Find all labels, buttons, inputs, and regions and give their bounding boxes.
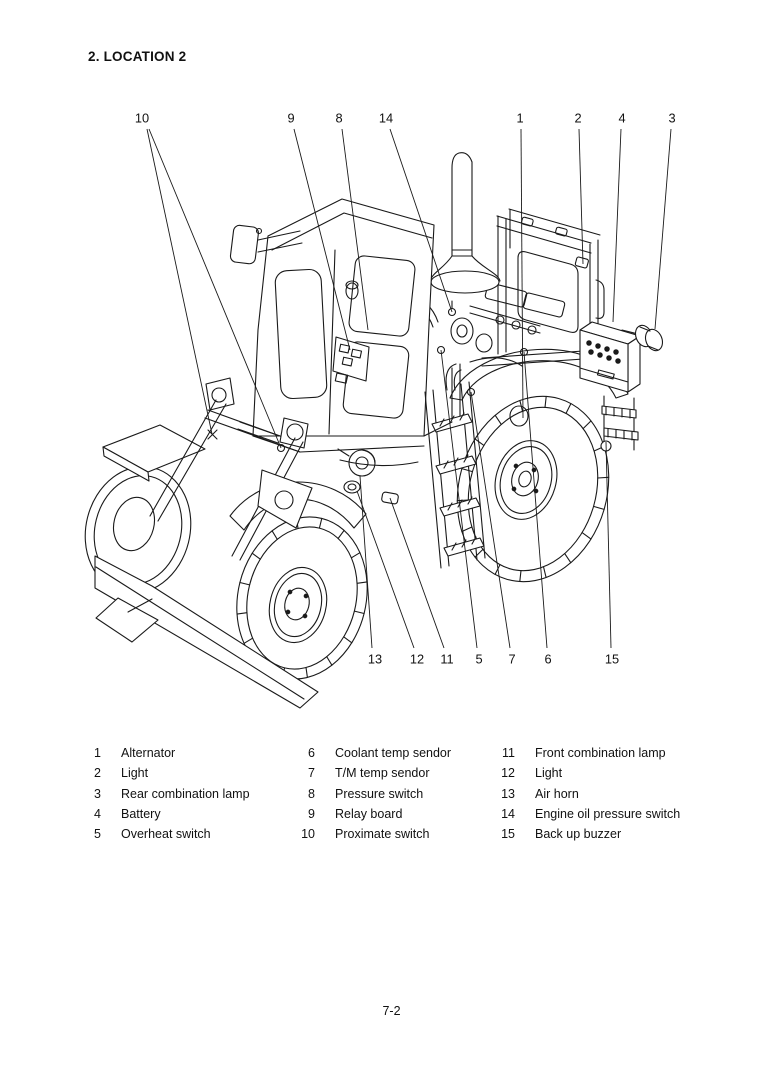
legend-item-number: 10 [301,827,315,842]
air-horn [338,449,375,476]
legend-item-label: Air horn [535,786,579,801]
legend-item-label: Back up buzzer [535,827,622,842]
legend-item-13 [495,784,715,804]
exhaust-stack [430,153,500,293]
leader-line-4 [613,129,621,322]
legend-item-15 [495,824,715,844]
legend-item-10 [295,824,490,844]
work-light [344,481,360,493]
legend-item-label: Proximate switch [335,827,430,842]
legend-column-2 [295,743,490,844]
page-title: 2. LOCATION 2 [88,49,187,64]
legend-item-label: Light [535,766,563,781]
left-fender [103,425,205,481]
legend-item-8 [295,784,490,804]
legend-item-7 [295,763,490,783]
callout-1: 1 [516,110,524,126]
legend-column-3 [495,743,715,844]
callout-3: 3 [668,110,676,126]
legend-item-label: Coolant temp sendor [335,746,452,761]
legend-item-6 [295,743,490,763]
legend-item-9 [295,804,490,824]
legend-item-label: Engine oil pressure switch [535,807,681,822]
callout-12: 12 [409,651,425,667]
legend-item-1 [81,743,291,763]
legend-item-label: Battery [121,807,161,822]
leader-line-11 [390,498,444,648]
legend-item-number: 6 [308,746,315,761]
legend-item-number: 14 [501,807,515,822]
legend-item-3 [81,784,291,804]
legend-item-11 [495,743,715,763]
legend-item-label: Front combination lamp [535,746,666,761]
legend-item-number: 12 [501,766,515,781]
callout-10: 10 [134,110,150,126]
callout-6: 6 [544,651,552,667]
legend-item-number: 11 [502,746,515,761]
callout-5: 5 [475,651,483,667]
legend-item-label: T/M temp sendor [335,766,430,781]
legend-item-number: 9 [308,807,315,822]
cab [253,199,434,436]
legend-item-label: Relay board [335,807,403,822]
legend-column-1 [81,743,291,844]
callout-15: 15 [604,651,620,667]
legend-item-number: 1 [94,746,101,761]
callout-8: 8 [335,110,343,126]
leader-line-10 [147,129,212,434]
legend-item-label: Light [121,766,149,781]
legend-item-label: Rear combination lamp [121,786,250,801]
legend-item-number: 2 [94,766,101,781]
callout-13: 13 [367,651,383,667]
legend-item-4 [81,804,291,824]
callout-9: 9 [287,110,295,126]
callout-14: 14 [378,110,394,126]
page-number: 7-2 [382,1004,401,1018]
leader-line-2 [579,129,583,264]
legend-item-5 [81,824,291,844]
legend-item-number: 15 [501,827,515,842]
legend-item-label: Overheat switch [121,827,211,842]
leader-line-1 [521,129,523,418]
callout-7: 7 [508,651,516,667]
legend-item-number: 4 [94,807,101,822]
legend-item-number: 7 [308,766,315,781]
legend-item-number: 8 [308,786,315,801]
legend-item-number: 13 [501,786,515,801]
legend-item-number: 3 [94,786,101,801]
legend-item-number: 5 [94,827,101,842]
legend-item-label: Alternator [121,746,176,761]
rear-wheel [436,378,630,600]
callout-2: 2 [574,110,582,126]
callout-4: 4 [618,110,626,126]
frame-light [575,257,589,269]
legend-item-12 [495,763,715,783]
legend-item-label: Pressure switch [335,786,424,801]
legend-item-2 [81,763,291,783]
leader-line-3 [655,129,671,329]
legend-item-14 [495,804,715,824]
callout-11: 11 [440,651,454,667]
